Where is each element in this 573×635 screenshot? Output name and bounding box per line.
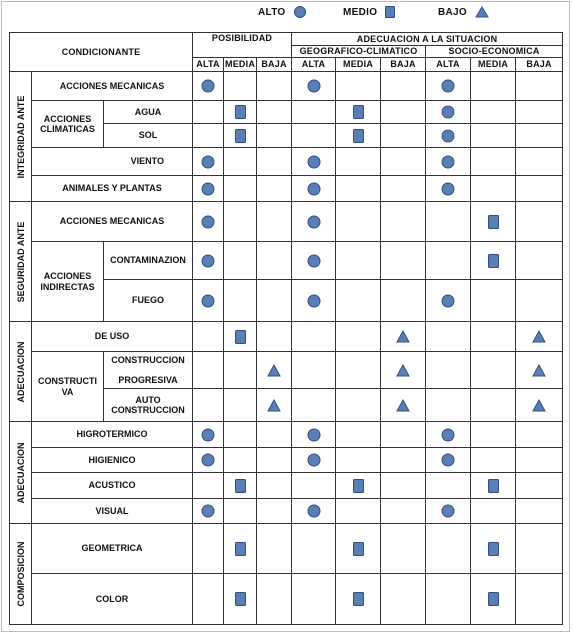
medio-square-icon <box>336 473 380 498</box>
cell-media-geografico <box>336 101 381 124</box>
legend-alto <box>258 6 306 18</box>
cell-alta-geografico <box>292 148 336 176</box>
geografico-header: GEOGRAFICO-CLIMATICO <box>292 46 426 58</box>
col-baja-1: BAJA <box>257 58 292 72</box>
medio-square-icon <box>336 574 380 624</box>
cell-alta-posibilidad <box>193 280 224 322</box>
legend-alto-label: ALTO <box>258 6 286 18</box>
cell-alta-geografico <box>292 280 336 322</box>
cell-alta-posibilidad <box>193 72 224 101</box>
cell-baja-posibilidad <box>257 176 292 202</box>
alto-circle-icon <box>426 448 470 472</box>
row-sublabel: AGUA <box>104 101 193 124</box>
cell-alta-socio <box>426 72 471 101</box>
cell-media-socio <box>471 473 516 499</box>
cell-baja-socio <box>516 448 563 473</box>
row-label: VISUAL <box>32 499 193 524</box>
cell-media-socio <box>471 176 516 202</box>
alto-circle-icon <box>292 202 335 241</box>
cell-alta-posibilidad <box>193 422 224 448</box>
cell-alta-posibilidad <box>193 499 224 524</box>
table-row <box>10 352 563 389</box>
square-icon <box>385 6 395 18</box>
alto-circle-icon <box>426 422 470 447</box>
cell-media-geografico <box>336 148 381 176</box>
cell-baja-posibilidad <box>257 322 292 352</box>
bajo-triangle-icon <box>257 389 291 421</box>
alto-circle-icon <box>193 448 223 472</box>
cell-baja-posibilidad <box>257 280 292 322</box>
row-sublabel: CONTAMINAZION <box>104 242 193 280</box>
cell-baja-posibilidad <box>257 473 292 499</box>
cell-alta-posibilidad <box>193 574 224 625</box>
cell-baja-posibilidad <box>257 72 292 101</box>
cell-baja-posibilidad <box>257 124 292 148</box>
cell-media-socio <box>471 242 516 280</box>
cell-media-posibilidad <box>224 352 257 389</box>
group-integridad: INTEGRIDAD ANTE <box>10 72 32 202</box>
cell-baja-posibilidad <box>257 574 292 625</box>
alto-circle-icon <box>426 499 470 523</box>
cell-baja-geografico <box>381 148 426 176</box>
cell-media-socio <box>471 202 516 242</box>
group-seguridad: SEGURIDAD ANTE <box>10 202 32 322</box>
row-sublabel <box>104 389 193 422</box>
cell-alta-geografico <box>292 473 336 499</box>
medio-square-icon <box>336 124 380 147</box>
alto-circle-icon <box>193 176 223 201</box>
cell-baja-geografico <box>381 101 426 124</box>
alto-circle-icon <box>426 176 470 201</box>
cell-media-socio <box>471 124 516 148</box>
cell-baja-socio <box>516 389 563 422</box>
cell-alta-socio <box>426 101 471 124</box>
table-row <box>10 176 563 202</box>
alto-circle-icon <box>292 176 335 201</box>
cell-alta-socio <box>426 352 471 389</box>
cell-media-socio <box>471 352 516 389</box>
cell-media-posibilidad <box>224 280 257 322</box>
cell-alta-posibilidad <box>193 389 224 422</box>
sublabel-line-2: PROGRESIVA <box>118 374 178 385</box>
cell-baja-posibilidad <box>257 389 292 422</box>
sublabel-line-2: CONSTRUCCION <box>111 405 185 415</box>
cell-media-posibilidad <box>224 124 257 148</box>
row-label: ACCIONES MECANICAS <box>32 202 193 242</box>
cell-alta-socio <box>426 280 471 322</box>
alto-circle-icon <box>426 280 470 321</box>
cell-alta-socio <box>426 124 471 148</box>
alto-circle-icon <box>426 124 470 147</box>
cell-media-socio <box>471 72 516 101</box>
socio-header: SOCIO-ECONOMICA <box>426 46 563 58</box>
cell-alta-socio <box>426 499 471 524</box>
medio-square-icon <box>471 202 515 241</box>
alto-circle-icon <box>193 242 223 279</box>
row-label: DE USO <box>32 322 193 352</box>
row-sublabel: SOL <box>104 124 193 148</box>
group-adecuacion-2: ADECUACION <box>10 422 32 524</box>
cell-alta-posibilidad <box>193 322 224 352</box>
cell-media-socio <box>471 422 516 448</box>
bajo-triangle-icon <box>516 389 562 421</box>
condicionante-table <box>9 32 563 625</box>
medio-square-icon <box>471 574 515 624</box>
medio-square-icon <box>224 124 256 147</box>
cell-media-socio <box>471 448 516 473</box>
cell-alta-socio <box>426 389 471 422</box>
row-sublabel <box>104 352 193 389</box>
cell-media-geografico <box>336 242 381 280</box>
adecuacion-situacion-header: ADECUACION A LA SITUACION <box>292 33 563 46</box>
cell-baja-socio <box>516 499 563 524</box>
cell-media-geografico <box>336 322 381 352</box>
cell-baja-geografico <box>381 202 426 242</box>
cell-baja-geografico <box>381 499 426 524</box>
row-label: HIGROTERMICO <box>32 422 193 448</box>
cell-baja-posibilidad <box>257 202 292 242</box>
row-sublabel: VIENTO <box>32 148 193 176</box>
cell-alta-geografico <box>292 101 336 124</box>
cell-baja-socio <box>516 242 563 280</box>
table-row <box>10 101 563 124</box>
row-label: HIGIENICO <box>32 448 193 473</box>
col-media-2: MEDIA <box>336 58 381 72</box>
cell-baja-socio <box>516 72 563 101</box>
alto-circle-icon <box>193 280 223 321</box>
cell-media-socio <box>471 524 516 574</box>
posibilidad-header: POSIBILIDAD <box>193 33 292 58</box>
row-sublabel: FUEGO <box>104 280 193 322</box>
row-label: GEOMETRICA <box>32 524 193 574</box>
cell-media-geografico <box>336 389 381 422</box>
alto-circle-icon <box>193 422 223 447</box>
cell-alta-posibilidad <box>193 473 224 499</box>
table-row <box>10 148 563 176</box>
cell-media-socio <box>471 148 516 176</box>
table-row <box>10 499 563 524</box>
medio-square-icon <box>471 524 515 573</box>
group-composicion: COMPOSICION <box>10 524 32 625</box>
col-alta-3: ALTA <box>426 58 471 72</box>
cell-media-posibilidad <box>224 322 257 352</box>
cell-baja-geografico <box>381 176 426 202</box>
cell-alta-geografico <box>292 422 336 448</box>
cell-baja-posibilidad <box>257 422 292 448</box>
bajo-triangle-icon <box>516 322 562 351</box>
medio-square-icon <box>336 524 380 573</box>
cell-baja-posibilidad <box>257 101 292 124</box>
alto-circle-icon <box>193 148 223 175</box>
col-alta-2: ALTA <box>292 58 336 72</box>
cell-alta-geografico <box>292 176 336 202</box>
cell-alta-posibilidad <box>193 242 224 280</box>
cell-alta-posibilidad <box>193 524 224 574</box>
alto-circle-icon <box>193 202 223 241</box>
table-row <box>10 202 563 242</box>
medio-square-icon <box>224 473 256 498</box>
alto-circle-icon <box>292 499 335 523</box>
alto-circle-icon <box>193 72 223 100</box>
medio-square-icon <box>224 322 256 351</box>
cell-baja-socio <box>516 322 563 352</box>
alto-circle-icon <box>426 148 470 175</box>
cell-media-posibilidad <box>224 448 257 473</box>
legend <box>0 6 573 24</box>
cell-baja-geografico <box>381 389 426 422</box>
cell-media-geografico <box>336 124 381 148</box>
cell-baja-geografico <box>381 352 426 389</box>
cell-media-posibilidad <box>224 499 257 524</box>
cell-alta-socio <box>426 176 471 202</box>
table-row <box>10 473 563 499</box>
row-label: ACCIONES CLIMATICAS <box>32 101 104 148</box>
cell-baja-socio <box>516 148 563 176</box>
cell-alta-posibilidad <box>193 101 224 124</box>
cell-media-posibilidad <box>224 524 257 574</box>
cell-media-geografico <box>336 352 381 389</box>
cell-media-posibilidad <box>224 202 257 242</box>
medio-square-icon <box>336 101 380 123</box>
col-media-3: MEDIA <box>471 58 516 72</box>
sublabel-line-1: AUTO <box>135 394 161 405</box>
cell-baja-socio <box>516 202 563 242</box>
cell-alta-geografico <box>292 72 336 101</box>
table-row <box>10 524 563 574</box>
cell-alta-socio <box>426 448 471 473</box>
row-label: ACCIONES MECANICAS <box>32 72 193 101</box>
cell-media-socio <box>471 322 516 352</box>
alto-circle-icon <box>292 148 335 175</box>
row-label: ANIMALES Y PLANTAS <box>32 176 193 202</box>
cell-baja-posibilidad <box>257 448 292 473</box>
medio-square-icon <box>224 101 256 123</box>
cell-baja-socio <box>516 574 563 625</box>
col-media-1: MEDIA <box>224 58 257 72</box>
cell-baja-socio <box>516 280 563 322</box>
table-row <box>10 72 563 101</box>
cell-baja-socio <box>516 124 563 148</box>
cell-baja-posibilidad <box>257 352 292 389</box>
cell-alta-geografico <box>292 124 336 148</box>
cell-alta-posibilidad <box>193 202 224 242</box>
cell-media-geografico <box>336 280 381 322</box>
cell-media-posibilidad <box>224 422 257 448</box>
alto-circle-icon <box>292 242 335 279</box>
cell-alta-geografico <box>292 448 336 473</box>
cell-baja-geografico <box>381 124 426 148</box>
cell-baja-socio <box>516 176 563 202</box>
alto-circle-icon <box>426 101 470 123</box>
group-adecuacion-1: ADECUACION <box>10 322 32 422</box>
cell-alta-geografico <box>292 322 336 352</box>
alto-circle-icon <box>426 72 470 100</box>
legend-bajo <box>438 6 489 18</box>
bajo-triangle-icon <box>381 389 425 421</box>
medio-square-icon <box>224 574 256 624</box>
col-baja-2: BAJA <box>381 58 426 72</box>
cell-media-socio <box>471 101 516 124</box>
cell-alta-socio <box>426 242 471 280</box>
cell-media-posibilidad <box>224 242 257 280</box>
row-label: ACCIONES INDIRECTAS <box>32 242 104 322</box>
header-row-1 <box>10 33 563 46</box>
cell-baja-posibilidad <box>257 524 292 574</box>
cell-baja-geografico <box>381 524 426 574</box>
circle-icon <box>294 6 306 18</box>
sublabel-line-1: CONSTRUCCION <box>111 355 185 366</box>
alto-circle-icon <box>292 72 335 100</box>
bajo-triangle-icon <box>257 352 291 388</box>
cell-baja-socio <box>516 473 563 499</box>
cell-alta-posibilidad <box>193 448 224 473</box>
cell-alta-socio <box>426 574 471 625</box>
cell-media-geografico <box>336 176 381 202</box>
medio-square-icon <box>224 524 256 573</box>
bajo-triangle-icon <box>381 322 425 351</box>
cell-alta-socio <box>426 473 471 499</box>
cell-baja-geografico <box>381 473 426 499</box>
table-row <box>10 242 563 280</box>
cell-baja-posibilidad <box>257 148 292 176</box>
alto-circle-icon <box>193 499 223 523</box>
cell-media-posibilidad <box>224 72 257 101</box>
cell-alta-socio <box>426 422 471 448</box>
medio-square-icon <box>471 473 515 498</box>
cell-media-posibilidad <box>224 176 257 202</box>
alto-circle-icon <box>292 422 335 447</box>
cell-media-geografico <box>336 574 381 625</box>
cell-alta-geografico <box>292 389 336 422</box>
cell-media-socio <box>471 499 516 524</box>
cell-baja-socio <box>516 422 563 448</box>
cell-alta-geografico <box>292 499 336 524</box>
bajo-triangle-icon <box>516 352 562 388</box>
cell-baja-geografico <box>381 242 426 280</box>
cell-baja-geografico <box>381 322 426 352</box>
row-label: ACUSTICO <box>32 473 193 499</box>
cell-alta-geografico <box>292 352 336 389</box>
cell-media-geografico <box>336 202 381 242</box>
cell-baja-geografico <box>381 422 426 448</box>
cell-media-posibilidad <box>224 473 257 499</box>
cell-alta-geografico <box>292 524 336 574</box>
cell-baja-geografico <box>381 574 426 625</box>
cell-alta-geografico <box>292 574 336 625</box>
legend-medio <box>343 6 395 18</box>
alto-circle-icon <box>292 280 335 321</box>
cell-media-socio <box>471 389 516 422</box>
cell-alta-posibilidad <box>193 148 224 176</box>
alto-circle-icon <box>292 448 335 472</box>
table-row <box>10 448 563 473</box>
cell-media-geografico <box>336 72 381 101</box>
col-baja-3: BAJA <box>516 58 563 72</box>
cell-media-geografico <box>336 524 381 574</box>
cell-media-socio <box>471 280 516 322</box>
cell-alta-posibilidad <box>193 352 224 389</box>
cell-media-socio <box>471 574 516 625</box>
table-row <box>10 322 563 352</box>
col-alta-1: ALTA <box>193 58 224 72</box>
table-row <box>10 422 563 448</box>
cell-alta-socio <box>426 202 471 242</box>
cell-alta-geografico <box>292 242 336 280</box>
legend-bajo-label: BAJO <box>438 6 467 18</box>
cell-alta-posibilidad <box>193 176 224 202</box>
bajo-triangle-icon <box>381 352 425 388</box>
cell-media-geografico <box>336 448 381 473</box>
cell-baja-geografico <box>381 280 426 322</box>
cell-baja-geografico <box>381 448 426 473</box>
row-label: COLOR <box>32 574 193 625</box>
triangle-icon <box>475 6 489 18</box>
cell-alta-socio <box>426 322 471 352</box>
cell-baja-geografico <box>381 72 426 101</box>
cell-alta-posibilidad <box>193 124 224 148</box>
cell-media-posibilidad <box>224 574 257 625</box>
cell-baja-socio <box>516 352 563 389</box>
cell-baja-socio <box>516 101 563 124</box>
row-label: CONSTRUCTI VA <box>32 352 104 422</box>
cell-media-geografico <box>336 499 381 524</box>
cell-media-posibilidad <box>224 101 257 124</box>
cell-baja-socio <box>516 524 563 574</box>
cell-alta-socio <box>426 148 471 176</box>
cell-media-geografico <box>336 422 381 448</box>
cell-alta-geografico <box>292 202 336 242</box>
legend-medio-label: MEDIO <box>343 6 378 18</box>
cell-baja-posibilidad <box>257 499 292 524</box>
cell-media-geografico <box>336 473 381 499</box>
medio-square-icon <box>471 242 515 279</box>
condicionante-header: CONDICIONANTE <box>10 33 193 72</box>
cell-media-posibilidad <box>224 389 257 422</box>
cell-baja-posibilidad <box>257 242 292 280</box>
table-row <box>10 574 563 625</box>
cell-alta-socio <box>426 524 471 574</box>
cell-media-posibilidad <box>224 148 257 176</box>
